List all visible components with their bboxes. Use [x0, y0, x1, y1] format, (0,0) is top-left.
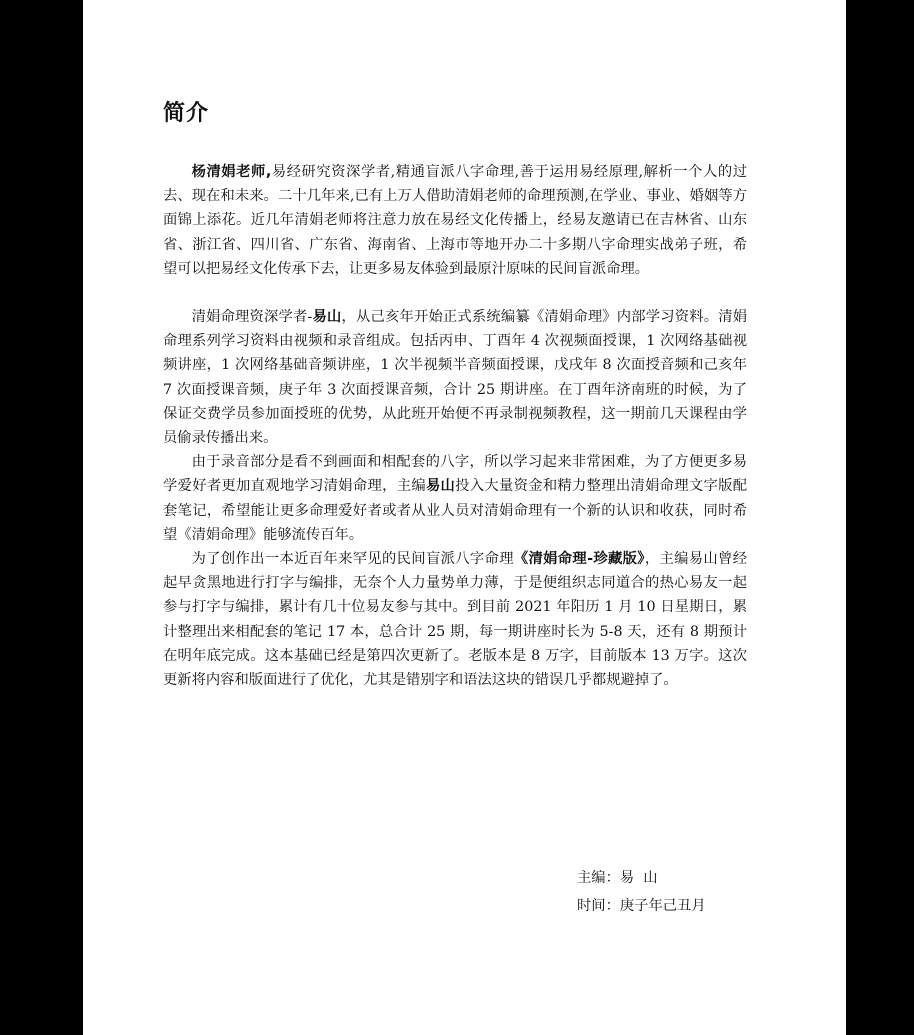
teacher-name: 杨清娟老师,	[191, 164, 272, 180]
paragraph-intro	[163, 160, 747, 281]
paragraph-notes-text: 投入大量资金和精力整理出清娟命理文字版配套笔记，希望能让更多命理爱好者或者从业人员对清娟命理有一个新的认识和收获，同时希望《清娟命理》能够流传百年。	[163, 478, 748, 543]
editor-name: 易山	[425, 478, 456, 495]
document-page	[83, 0, 846, 1035]
paragraph-edition	[163, 547, 747, 692]
paragraph-compilation-lead: 清娟命理资深学者-	[191, 309, 313, 326]
signature-date: 时间：庚子年己丑月	[577, 898, 706, 914]
signature-block	[577, 864, 706, 920]
paragraph-edition-text: ，主编易山曾经起早贪黑地进行打字与编排，无奈个人力量势单力薄，于是便组织志同道合的热心易友一起参与打字与编排，累计有几十位易友参与其中。到目前 2021 年阳历 1 月 10 日星期日，累计整理出来相配套的笔记 17 本，总合计 25 期，每一期讲座时长为 5-8 天，还有 8 期预计在明年底完成。这本基础已经是第四次更新了。老版本是 8 万字，目前版本 13 万字。这次更新将内容和版面进行了优化，尤其是错别字和语法这块的错误几乎都规避掉了。	[163, 551, 747, 689]
paragraph-notes	[163, 450, 747, 547]
editor-name: 易山	[312, 309, 342, 326]
book-title: 《清娟命理-珍藏版》	[513, 551, 645, 568]
signature-editor: 主编：易 山	[577, 870, 658, 886]
paragraph-compilation	[163, 305, 747, 450]
document-body	[163, 160, 747, 692]
paragraph-edition-lead: 为了创作出一本近百年来罕见的民间盲派八字命理	[191, 551, 514, 568]
page-title: 简介	[163, 101, 210, 126]
paragraph-compilation-text: ，从己亥年开始正式系统编纂《清娟命理》内部学习资料。清娟命理系列学习资料由视频和录音组成。包括丙申、丁酉年 4 次视频面授课，1 次网络基础视频讲座，1 次网络基础音频讲座，1 次半视频半音频面授课，戊戌年 8 次面授音频和己亥年 7 次面授课音频，庚子年 3 次面授课音频，合计 25 期讲座。在丁酉年济南班的时候，为了保证交费学员参加面授班的优势，从此班开始便不再录制视频教程，这一期前几天课程由学员偷录传播出来。	[163, 309, 747, 447]
paragraph-notes-lead: 由于录音部分是看不到画面和相配套的八字，所以学习起来非常困难，为了方便更多易学爱好者更加直观地学习清娟命理，主编	[163, 454, 747, 495]
paragraph-intro-text: 易经研究资深学者,精通盲派八字命理,善于运用易经原理,解析一个人的过去、现在和未来。二十几年来,已有上万人借助清娟老师的命理预测,在学业、事业、婚姻等方面锦上添花。近几年清娟老师将注意力放在易经文化传播上，经易友邀请已在吉林省、山东省、浙江省、四川省、广东省、海南省、上海市等地开办二十多期八字命理实战弟子班，希望可以把易经文化传承下去，让更多易友体验到最原汁原味的民间盲派命理。	[163, 164, 747, 277]
